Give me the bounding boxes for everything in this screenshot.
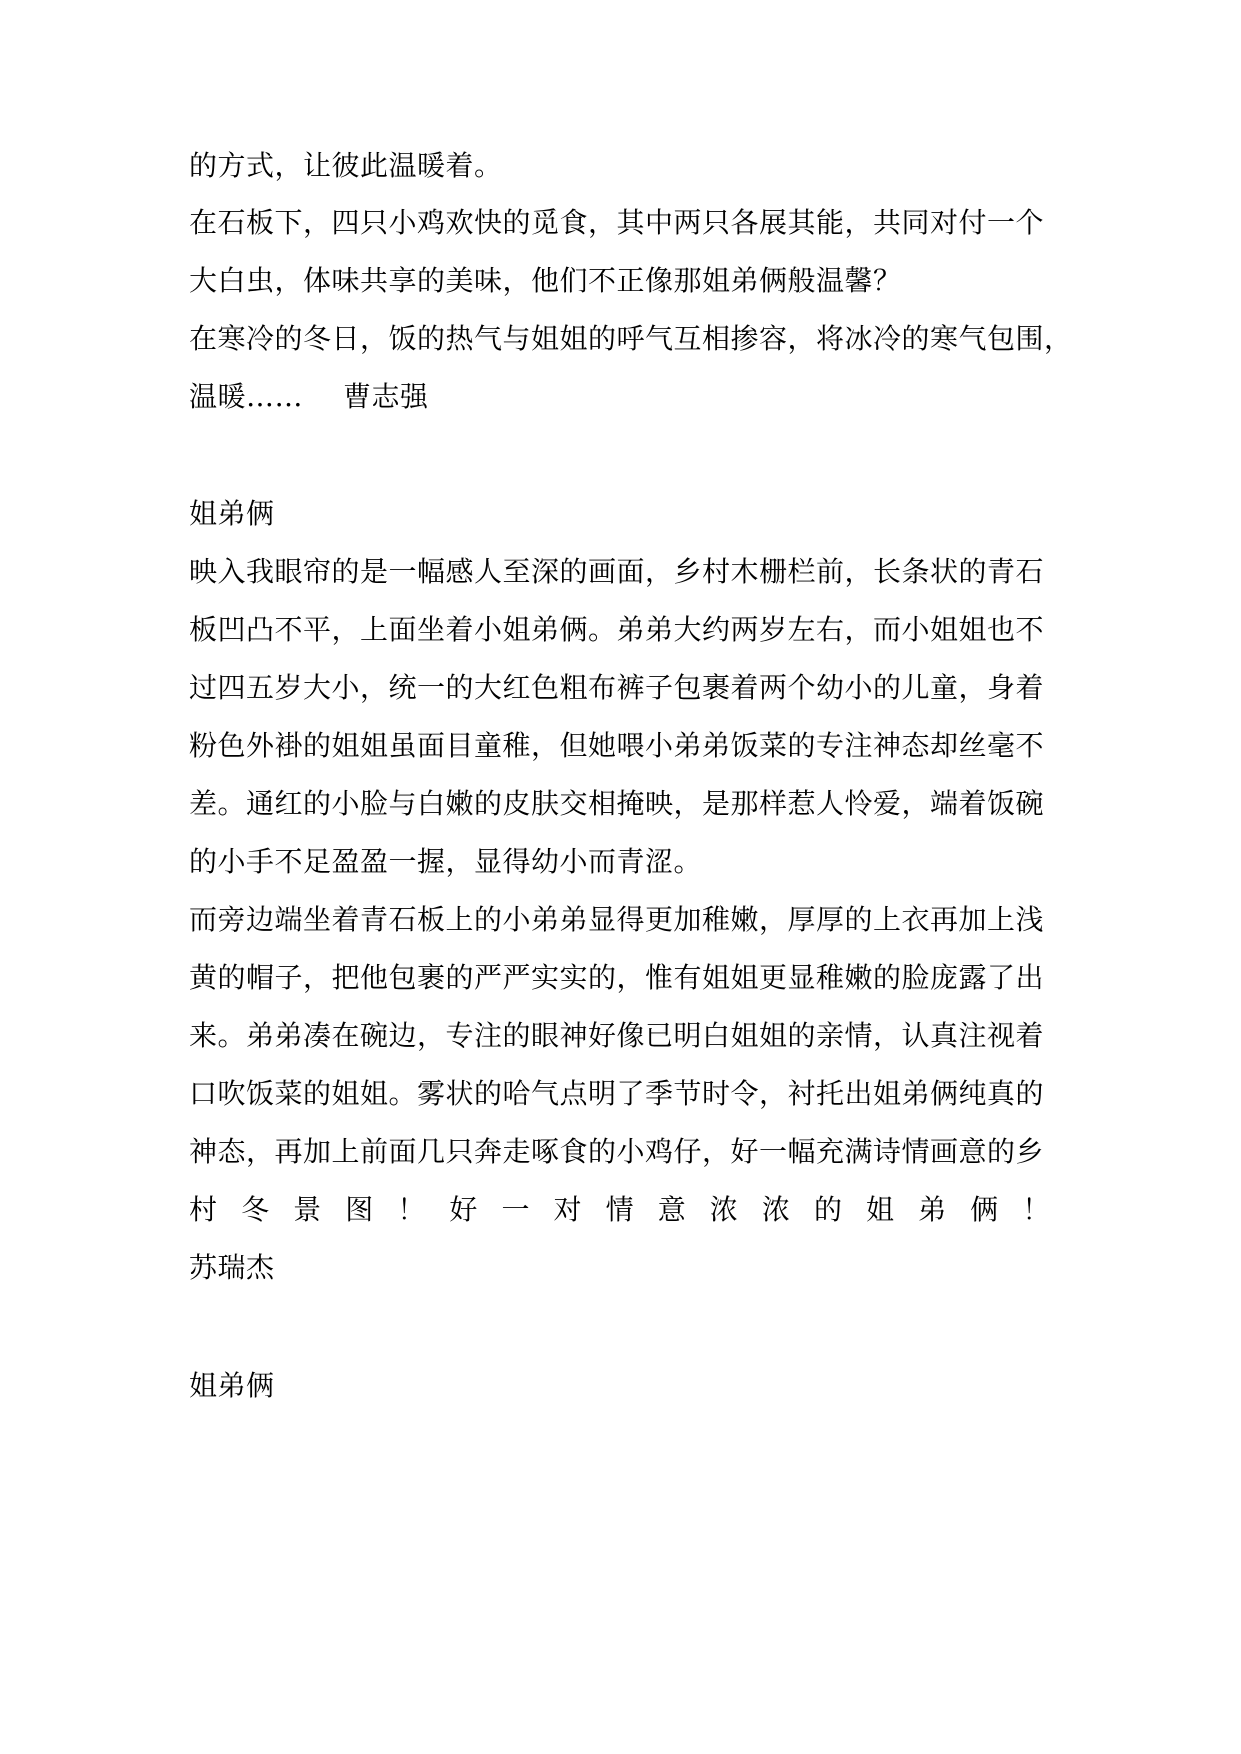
text-char: 俩 (970, 1193, 999, 1226)
text-line: 板凹凸不平，上面坐着小姐弟俩。弟弟大约两岁左右，而小姐姐也不 (189, 613, 1045, 646)
text-char: 浓 (709, 1193, 739, 1226)
text-line: 来。弟弟凑在碗边，专注的眼神好像已明白姐姐的亲情，认真注视着 (189, 1019, 1045, 1052)
text-line: 映入我眼帘的是一幅感人至深的画面，乡村木栅栏前，长条状的青石 (189, 555, 1045, 588)
text-line: 粉色外褂的姐姐虽面目童稚，但她喂小弟弟饭菜的专注神态却丝毫不 (189, 729, 1045, 762)
text-line: 神态，再加上前面几只奔走啄食的小鸡仔，好一幅充满诗情画意的乡 (189, 1135, 1045, 1168)
text-char: 弟 (918, 1193, 947, 1226)
text-char: 图 (345, 1193, 374, 1226)
text-char: 景 (293, 1193, 322, 1226)
author-signature: 曹志强 (343, 380, 429, 413)
text-line: 而旁边端坐着青石板上的小弟弟显得更加稚嫩，厚厚的上衣再加上浅 (189, 903, 1045, 936)
text-char: 情 (605, 1193, 635, 1226)
section-title: 姐弟俩 (189, 1369, 275, 1402)
text-char: 的 (813, 1193, 843, 1226)
text-line: 口吹饭菜的姐姐。雾状的哈气点明了季节时令，衬托出姐弟俩纯真的 (189, 1077, 1045, 1110)
text-line: 黄的帽子，把他包裹的严严实实的，惟有姐姐更显稚嫩的脸庞露了出 (189, 961, 1045, 994)
text-line: 过四五岁大小，统一的大红色粗布裤子包裹着两个幼小的儿童，身着 (189, 671, 1045, 704)
text-char: 一 (501, 1193, 530, 1226)
text-char: 冬 (241, 1193, 270, 1226)
text-char: ！ (1022, 1193, 1051, 1226)
section-title: 姐弟俩 (189, 497, 275, 530)
text-char: 浓 (761, 1193, 791, 1226)
text-line-justified (189, 1190, 1051, 1230)
text-line: 在寒冷的冬日，饭的热气与姐姐的呼气互相掺容，将冰冷的寒气包围， (189, 322, 1073, 355)
text-line: 在石板下，四只小鸡欢快的觅食，其中两只各展其能，共同对付一个 (189, 206, 1045, 239)
text-fragment: 温暖…… (189, 380, 304, 413)
text-line: 的方式，让彼此温暖着。 (189, 149, 503, 182)
text-char: 姐 (866, 1193, 895, 1226)
text-char: ！ (397, 1193, 426, 1226)
author-signature: 苏瑞杰 (189, 1251, 275, 1284)
text-line-with-signature (189, 377, 429, 417)
text-char: 好 (449, 1193, 478, 1226)
text-char: 对 (553, 1193, 583, 1226)
text-line: 差。通红的小脸与白嫩的皮肤交相掩映，是那样惹人怜爱，端着饭碗 (189, 787, 1045, 820)
text-char: 意 (657, 1193, 687, 1226)
text-line: 的小手不足盈盈一握，显得幼小而青涩。 (189, 845, 703, 878)
text-line: 大白虫，体味共享的美味，他们不正像那姐弟俩般温馨？ (189, 264, 902, 297)
text-char: 村 (189, 1193, 218, 1226)
